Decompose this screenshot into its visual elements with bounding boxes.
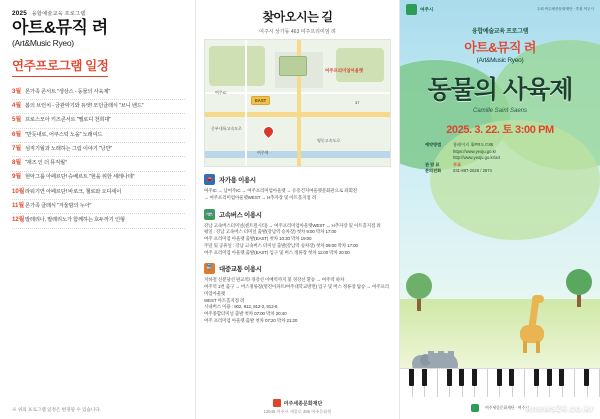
schedule-text: 라워기연 아페르단! 바로크, 첼로와 오디세이 xyxy=(25,188,122,195)
section-line: 여주IC → 남여주IC → 여주프리미엄아울렛 → 유흥건지여울렛문화관으로 좌회전 xyxy=(204,188,358,193)
mid-footer xyxy=(196,399,399,415)
map-building-outlet xyxy=(279,56,307,76)
schedule-month: 10월 xyxy=(12,188,25,195)
section-line: 주말 및 공휴일 : 강남 고속버스 터미널 출발(강남역 승차장) 첫차 09:00 막차 17:00 xyxy=(204,242,358,248)
directions-title: 찾아오시는 길 xyxy=(262,10,333,24)
section-line: 강남 고속버스터미널(센트럴시티) → 여주프리미엄아울렛WEST → H추자장 및 아트홀지점 려 xyxy=(204,222,381,228)
section-line: 여주종합터미널 출발 첫차 07:00 막차 20:40 xyxy=(204,311,287,316)
schedule-month: 11월 xyxy=(12,202,25,209)
poster-kicker: 융합예술교육 프로그램 xyxy=(471,29,529,35)
subway-icon: 🚆 xyxy=(204,263,215,274)
section-body xyxy=(204,188,391,202)
directions-panel xyxy=(196,0,400,419)
schedule-month: 7월 xyxy=(12,145,22,152)
schedule-month: 5월 xyxy=(12,117,22,124)
schedule-text: 프로스모아 키즈콘서트 "멜로디 천희대" xyxy=(25,117,111,124)
section-line: 여주역 1번 출구 → 버스정류장(명진아파트/여주대학교방면) 입구 및 버스 정류장 탑승 → 여주프리미엄아울렛 xyxy=(204,284,389,296)
admission-value: 무료 xyxy=(453,161,462,167)
foundation-logo xyxy=(196,399,399,407)
schedule-month: 6월 xyxy=(12,131,22,138)
piano-keys xyxy=(400,368,600,397)
location-map[interactable] xyxy=(204,39,391,167)
map-green-area xyxy=(336,48,384,82)
poster-info-list xyxy=(425,142,575,175)
list-item xyxy=(12,129,185,143)
city-logo xyxy=(406,4,433,15)
poster-body xyxy=(400,26,600,175)
venue-address: 여주시 상가동 463 여주프리미엄 려 xyxy=(259,29,336,35)
tree-icon xyxy=(406,273,432,311)
section-line: 여주 프리미엄 아울렛 출발 첫차 07:20 막차 21:20 xyxy=(204,317,298,323)
logo-mark-icon xyxy=(273,399,281,407)
section-line: 평일 : 강남 고속버스 터미널 출발(강남역 승차장) 첫차 9:00 막차 17:00 xyxy=(204,229,337,235)
map-pin xyxy=(261,124,277,140)
section-title: 자가용 이용시 xyxy=(219,177,256,184)
poster-header xyxy=(400,4,600,15)
map-label: 37 xyxy=(355,100,360,105)
logo-mark-icon xyxy=(471,404,479,412)
tree-icon xyxy=(566,269,592,307)
poster-brand-english: (Art&Music Ryeo) xyxy=(476,57,524,64)
directions-section-transit xyxy=(204,263,391,324)
info-row xyxy=(425,168,575,175)
schedule-text: 섬직기월과 노래하는 그림 이야기 "낭만" xyxy=(25,145,113,152)
list-item xyxy=(12,86,185,100)
info-value: 홈페이지 事PR도르86 xyxy=(453,142,494,147)
section-line: 시내버스 이용 : 902, 912, 912-2, 912-6 xyxy=(204,304,278,310)
section-line: WEST 아트홀지점 려 xyxy=(204,297,245,303)
list-item xyxy=(12,214,185,228)
section-line: 여주 프리미엄 아울렛 출발(EAST) 입구 및 버스 정류장 첫차 11:00 막차 20:00 xyxy=(204,249,350,255)
list-item xyxy=(12,100,185,114)
list-item xyxy=(12,157,185,171)
sponsor-text: 주최 여주세종문화재단 · 후원 여주시 xyxy=(536,7,594,12)
section-line: 지하철 신분당선 판교역/ 경강선 이매역까지 및 경강선 환승 → 여주역 하차 xyxy=(204,277,345,283)
map-label: 여주IC xyxy=(215,90,227,95)
logo-mark-icon xyxy=(406,4,417,15)
left-kicker xyxy=(12,10,185,17)
info-key: 문의전화 xyxy=(425,168,442,173)
poster-datetime: 2025. 3. 22. 토 3:00 PM xyxy=(446,124,554,136)
schedule-badge: 연주프로그램 일정 xyxy=(12,56,108,77)
schedule-text: 현악그룹 아페르단! 슈베르트 "현을 위한 세레나데" xyxy=(25,174,135,181)
section-body xyxy=(204,223,391,257)
info-key: 예약방법 xyxy=(425,142,442,147)
directions-section-bus xyxy=(204,209,391,257)
schedule-month: 8월 xyxy=(12,160,22,167)
schedule-list xyxy=(12,86,185,229)
schedule-month: 3월 xyxy=(12,88,22,95)
list-item xyxy=(12,186,185,200)
info-value[interactable]: https://www.yeoju.go.kr xyxy=(453,148,497,154)
poster-footer-note: 여주세종문화재단 · 여주시 xyxy=(485,405,529,410)
schedule-text: "반듯내로, 어쿠스틱 노을" 노래여드 xyxy=(25,131,103,138)
schedule-text: 봄의 브런치 - 금관악기와 듀엣! 모던클래식 "브니 밴드" xyxy=(25,103,144,110)
poster-headline: 동물의 사육제 xyxy=(427,76,573,104)
schedule-month: 12월 xyxy=(12,217,25,224)
city-name: 여주시 xyxy=(420,6,434,12)
map-label: 여주역 xyxy=(257,150,269,155)
schedule-text: 몬가족 클래식 "겨울밤의 누아" xyxy=(25,202,92,209)
list-item xyxy=(12,172,185,186)
left-year: 2025 xyxy=(12,10,28,17)
list-item xyxy=(12,114,185,128)
section-line: 여주 프리미엄 아울렛 출발(EAST) 첫차 10:30 막차 19:00 xyxy=(204,236,312,241)
poster-composer: Camille Saint Saens xyxy=(472,108,528,114)
bus-icon: 🚌 xyxy=(204,209,215,220)
car-icon: 🚗 xyxy=(204,174,215,185)
map-label: 여주프리미엄아울렛 xyxy=(325,68,364,73)
left-title-english: (Art&Music Ryeo) xyxy=(12,37,74,48)
foundation-address: 13646 여주시 세종로 465 여주문화원 xyxy=(263,409,332,414)
info-value: 031-887-2628 / 2674 xyxy=(453,168,492,173)
watermark: knews24.co.kr xyxy=(525,403,594,413)
schedule-footnote: ※ 위의 프로그램 일정은 변경될 수 있습니다. xyxy=(12,407,101,412)
poster-brand: 아트&뮤직 려 xyxy=(464,40,536,55)
section-body xyxy=(204,277,391,324)
info-key: 관 람 료 xyxy=(425,161,440,167)
map-label: 영동고속도로 xyxy=(317,138,341,143)
schedule-month: 4월 xyxy=(12,103,22,110)
section-title: 고속버스 이용시 xyxy=(219,211,262,219)
schedule-text: 몬가족 콘서트 "생상스 - 동물의 사육제" xyxy=(25,88,111,95)
map-road-vertical xyxy=(245,40,247,167)
section-header xyxy=(204,174,391,185)
left-kicker-text: 융합예술교육 프로그램 xyxy=(31,11,86,17)
schedule-month: 9월 xyxy=(12,174,22,181)
poster-panel xyxy=(400,0,600,419)
map-east-badge: EAST xyxy=(251,96,270,105)
info-value[interactable]: http://www.yeoju.go.kr/art xyxy=(453,155,501,160)
list-item xyxy=(12,200,185,214)
section-title: 대중교통 이용시 xyxy=(219,266,262,274)
foundation-name: 여주세종문화재단 xyxy=(283,400,323,407)
map-green-area xyxy=(209,46,265,86)
section-header xyxy=(204,263,391,274)
schedule-text: 발레리나, 발레리노가 함께하는 호두까기 인형 xyxy=(25,217,125,224)
schedule-text: "재즈 인 더 뮤직월" xyxy=(25,160,67,167)
program-schedule-panel xyxy=(0,0,196,419)
left-title: 아트&뮤직 려 xyxy=(12,18,108,37)
section-line: → 여주프리미엄아울렛WEST → H추자장 및 아트홀지점 려 xyxy=(204,194,317,200)
list-item xyxy=(12,143,185,157)
directions-section-car xyxy=(204,174,391,202)
section-header xyxy=(204,209,391,220)
map-label: 중부내륙고속도로 xyxy=(211,126,242,131)
